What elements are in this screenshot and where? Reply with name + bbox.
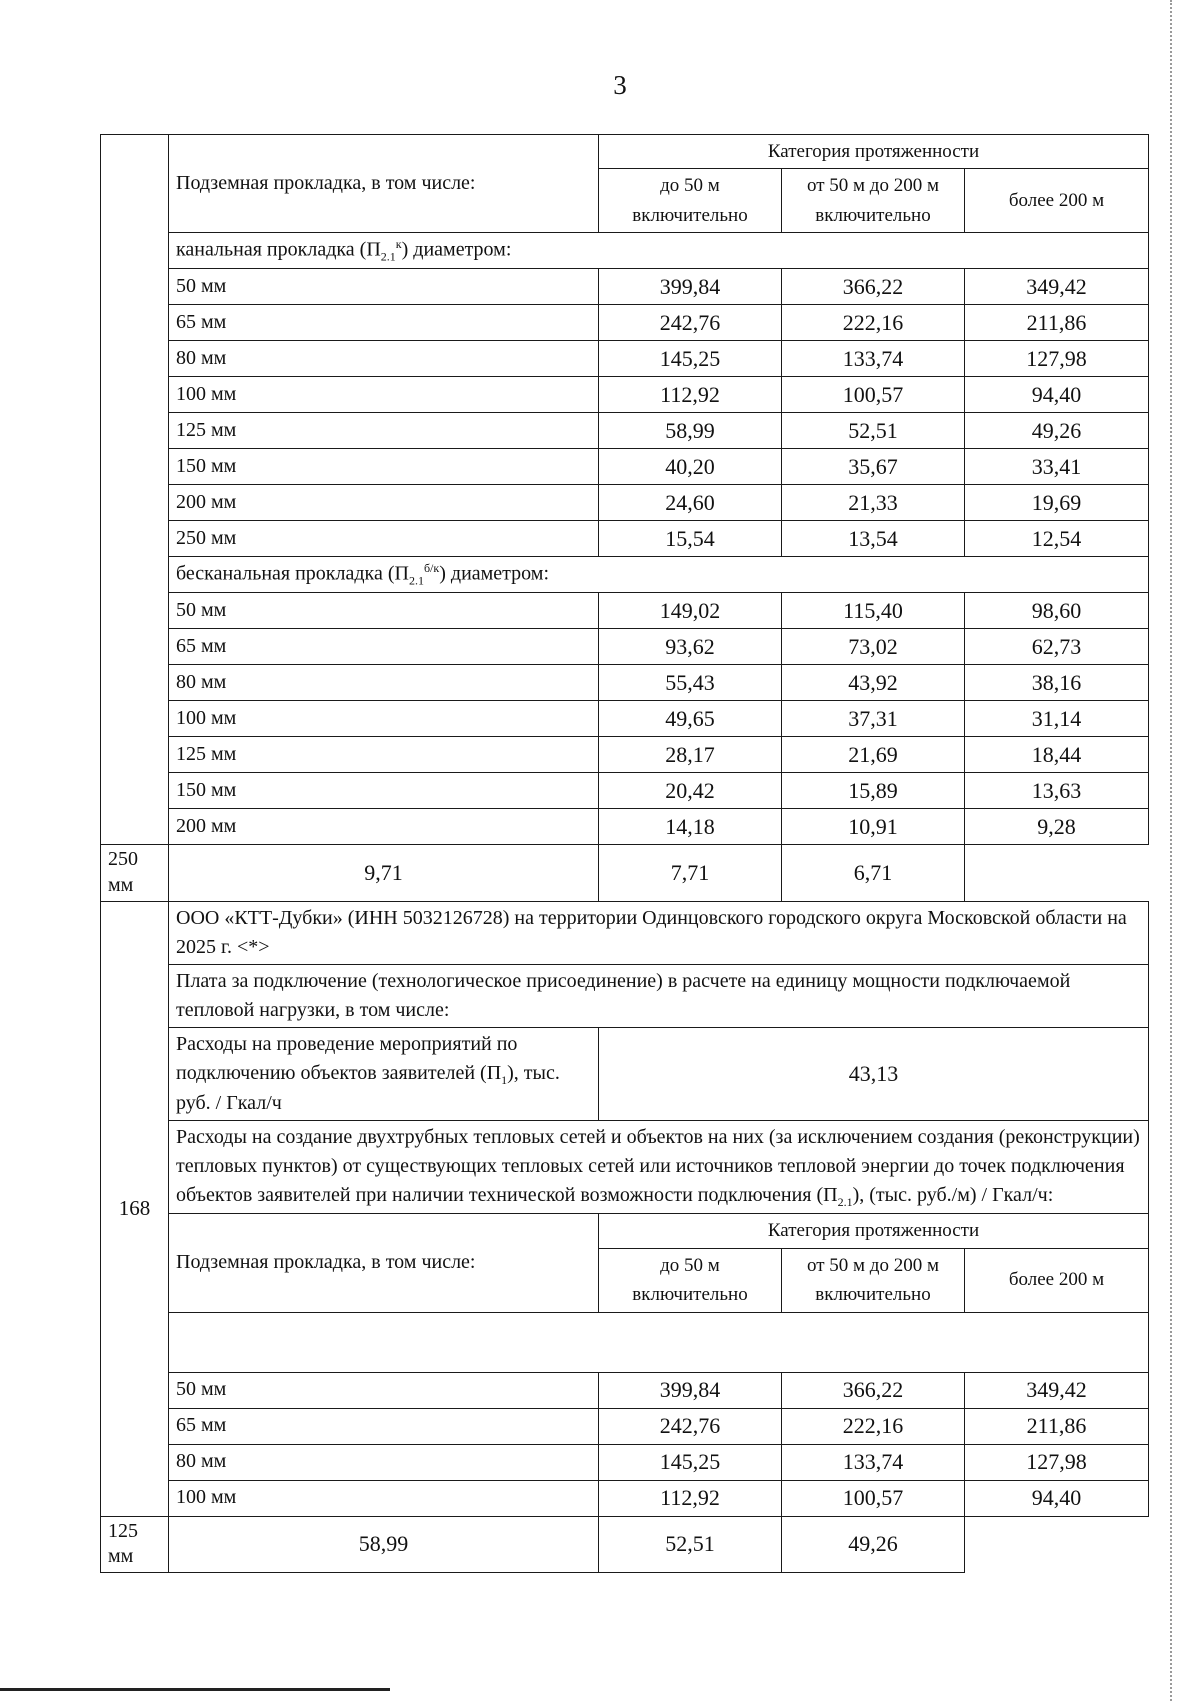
table-row — [101, 413, 1149, 449]
value-over-200: 19,69 — [965, 485, 1149, 521]
p21-description: Расходы на создание двухтрубных тепловых сетей и объектов на них (за исключением создания (реконструкции) тепловых пунктов) от существующих тепловых сетей или источников тепловой энергии до точек подключения объектов заявителей при наличии технической возможности подключения $(П_{2.1})$, (тыс. руб./м) / Гкал/ч: — [169, 1120, 1149, 1213]
value-over-200: 127,98 — [965, 1444, 1149, 1480]
value-up-to-50: 58,99 — [599, 413, 782, 449]
table-row — [101, 773, 1149, 809]
entry-col-50-to-200: от 50 м до 200 м включительно — [782, 1248, 965, 1312]
p21-row — [101, 1120, 1149, 1213]
value-50-to-200: 10,91 — [782, 809, 965, 845]
entry-number-cell-empty — [101, 135, 169, 845]
value-over-200: 6,71 — [782, 845, 965, 901]
diameter-cell: 80 мм — [169, 1444, 599, 1480]
value-over-200: 94,40 — [965, 1480, 1149, 1516]
col-50-to-200: от 50 м до 200 м включительно — [782, 169, 965, 233]
section-row-channel — [101, 233, 1149, 269]
p1-row — [101, 1027, 1149, 1120]
value-50-to-200: 13,54 — [782, 521, 965, 557]
entry-number: 168 — [101, 901, 169, 1516]
empty-section-cell — [169, 1312, 1149, 1372]
underground-title: Подземная прокладка, в том числе: — [169, 135, 599, 233]
value-up-to-50: 58,99 — [169, 1516, 599, 1572]
value-50-to-200: 52,51 — [782, 413, 965, 449]
value-50-to-200: 133,74 — [782, 341, 965, 377]
diameter-cell: 80 мм — [169, 665, 599, 701]
value-over-200: 49,26 — [782, 1516, 965, 1572]
diameter-cell: 65 мм — [169, 629, 599, 665]
category-header: Категория протяженности — [599, 135, 1149, 169]
value-50-to-200: 115,40 — [782, 593, 965, 629]
entry-category-header: Категория протяженности — [599, 1214, 1149, 1248]
diameter-cell: 50 мм — [169, 269, 599, 305]
tariff-table-body — [101, 135, 1149, 1573]
value-over-200: 12,54 — [965, 521, 1149, 557]
diameter-cell: 200 мм — [169, 485, 599, 521]
value-up-to-50: 149,02 — [599, 593, 782, 629]
table-row — [101, 845, 1149, 901]
value-over-200: 13,63 — [965, 773, 1149, 809]
value-up-to-50: 399,84 — [599, 269, 782, 305]
table-row — [101, 593, 1149, 629]
entry-underground-title: Подземная прокладка, в том числе: — [169, 1214, 599, 1312]
value-up-to-50: 55,43 — [599, 665, 782, 701]
value-up-to-50: 145,25 — [599, 341, 782, 377]
value-up-to-50: 93,62 — [599, 629, 782, 665]
diameter-cell: 150 мм — [169, 773, 599, 809]
value-50-to-200: 37,31 — [782, 701, 965, 737]
entry-header-row-category — [101, 1214, 1149, 1248]
table-row — [101, 1516, 1149, 1572]
table-row — [101, 377, 1149, 413]
value-50-to-200: 133,74 — [782, 1444, 965, 1480]
section-row-channelless — [101, 557, 1149, 593]
table-row — [101, 485, 1149, 521]
value-up-to-50: 28,17 — [599, 737, 782, 773]
p1-label: Расходы на проведение мероприятий по подключению объектов заявителей $(П_1)$, тыс. руб. / Гкал/ч — [169, 1027, 599, 1120]
table-row — [101, 1444, 1149, 1480]
value-up-to-50: 49,65 — [599, 701, 782, 737]
diameter-cell: 125 мм — [101, 1516, 169, 1572]
diameter-cell: 125 мм — [169, 737, 599, 773]
value-50-to-200: 100,57 — [782, 377, 965, 413]
value-50-to-200: 35,67 — [782, 449, 965, 485]
value-up-to-50: 9,71 — [169, 845, 599, 901]
diameter-cell: 65 мм — [169, 1408, 599, 1444]
table-row — [101, 305, 1149, 341]
value-50-to-200: 21,33 — [782, 485, 965, 521]
scan-edge-line — [1170, 0, 1175, 1701]
value-over-200: 9,28 — [965, 809, 1149, 845]
value-50-to-200: 73,02 — [782, 629, 965, 665]
value-50-to-200: 222,16 — [782, 305, 965, 341]
diameter-cell: 125 мм — [169, 413, 599, 449]
table-row — [101, 269, 1149, 305]
value-over-200: 211,86 — [965, 305, 1149, 341]
table-row — [101, 1408, 1149, 1444]
value-over-200: 98,60 — [965, 593, 1149, 629]
table-row — [101, 1372, 1149, 1408]
value-up-to-50: 14,18 — [599, 809, 782, 845]
diameter-cell: 100 мм — [169, 377, 599, 413]
col-up-to-50: до 50 м включительно — [599, 169, 782, 233]
table-row — [101, 809, 1149, 845]
value-50-to-200: 100,57 — [782, 1480, 965, 1516]
diameter-cell: 65 мм — [169, 305, 599, 341]
value-up-to-50: 20,42 — [599, 773, 782, 809]
value-over-200: 62,73 — [965, 629, 1149, 665]
value-up-to-50: 40,20 — [599, 449, 782, 485]
value-50-to-200: 21,69 — [782, 737, 965, 773]
header-row-category — [101, 135, 1149, 169]
diameter-cell: 50 мм — [169, 1372, 599, 1408]
entry-168-org-row — [101, 901, 1149, 964]
entry-empty-row — [101, 1312, 1149, 1372]
value-over-200: 18,44 — [965, 737, 1149, 773]
value-over-200: 38,16 — [965, 665, 1149, 701]
page-number: 3 — [613, 70, 627, 100]
value-up-to-50: 15,54 — [599, 521, 782, 557]
channelless-section-label: бесканальная прокладка $(П_{2.1}^{б/к})$ диаметром: — [169, 557, 1149, 593]
table-row — [101, 449, 1149, 485]
value-over-200: 94,40 — [965, 377, 1149, 413]
value-50-to-200: 52,51 — [599, 1516, 782, 1572]
value-up-to-50: 112,92 — [599, 1480, 782, 1516]
value-50-to-200: 15,89 — [782, 773, 965, 809]
table-row — [101, 665, 1149, 701]
diameter-cell: 250 мм — [169, 521, 599, 557]
value-up-to-50: 242,76 — [599, 305, 782, 341]
value-over-200: 49,26 — [965, 413, 1149, 449]
value-up-to-50: 399,84 — [599, 1372, 782, 1408]
scan-bottom-stroke — [0, 1688, 390, 1691]
value-50-to-200: 366,22 — [782, 1372, 965, 1408]
diameter-cell: 80 мм — [169, 341, 599, 377]
diameter-cell: 100 мм — [169, 701, 599, 737]
value-over-200: 211,86 — [965, 1408, 1149, 1444]
diameter-cell: 200 мм — [169, 809, 599, 845]
channel-section-label: канальная прокладка $(П_{2.1}^к)$ диаметром: — [169, 233, 1149, 269]
value-over-200: 31,14 — [965, 701, 1149, 737]
table-row — [101, 737, 1149, 773]
table-row — [101, 701, 1149, 737]
org-description: ООО «КТТ-Дубки» (ИНН 5032126728) на территории Одинцовского городского округа Московской области на 2025 г. <*> — [169, 901, 1149, 964]
diameter-cell: 50 мм — [169, 593, 599, 629]
value-50-to-200: 222,16 — [782, 1408, 965, 1444]
value-up-to-50: 145,25 — [599, 1444, 782, 1480]
value-over-200: 349,42 — [965, 269, 1149, 305]
value-50-to-200: 43,92 — [782, 665, 965, 701]
entry-col-over-200: более 200 м — [965, 1248, 1149, 1312]
value-50-to-200: 7,71 — [599, 845, 782, 901]
value-over-200: 33,41 — [965, 449, 1149, 485]
value-up-to-50: 242,76 — [599, 1408, 782, 1444]
p1-value: 43,13 — [599, 1027, 1149, 1120]
fee-row — [101, 964, 1149, 1027]
value-50-to-200: 366,22 — [782, 269, 965, 305]
entry-col-up-to-50: до 50 м включительно — [599, 1248, 782, 1312]
diameter-cell: 250 мм — [101, 845, 169, 901]
value-up-to-50: 24,60 — [599, 485, 782, 521]
table-row — [101, 629, 1149, 665]
table-row — [101, 521, 1149, 557]
tariff-table — [100, 134, 1149, 1573]
table-row — [101, 341, 1149, 377]
value-up-to-50: 112,92 — [599, 377, 782, 413]
col-over-200: более 200 м — [965, 169, 1149, 233]
value-over-200: 127,98 — [965, 341, 1149, 377]
value-over-200: 349,42 — [965, 1372, 1149, 1408]
diameter-cell: 150 мм — [169, 449, 599, 485]
table-row — [101, 1480, 1149, 1516]
fee-description: Плата за подключение (технологическое присоединение) в расчете на единицу мощности подключаемой тепловой нагрузки, в том числе: — [169, 964, 1149, 1027]
diameter-cell: 100 мм — [169, 1480, 599, 1516]
